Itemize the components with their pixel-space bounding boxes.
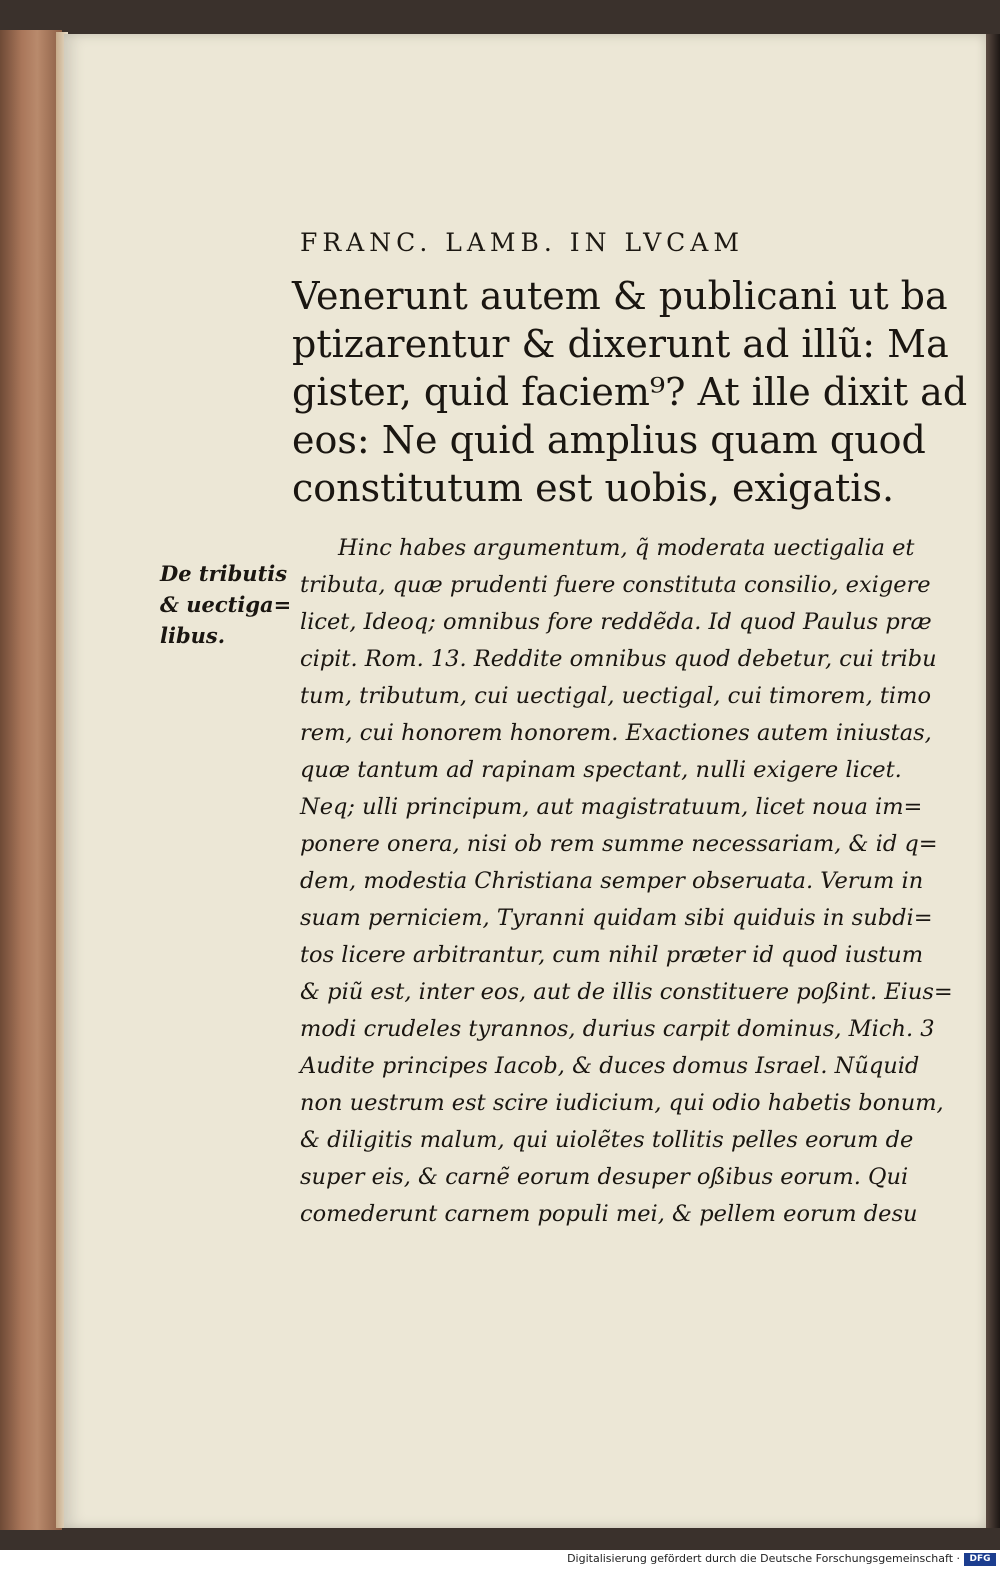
funding-credit: Digitalisierung gefördert durch die Deutsche Forschungsgemeinschaft · bbox=[567, 1552, 960, 1565]
verse-line: eos: Ne quid amplius quam quod bbox=[292, 418, 926, 462]
verse-line: constitutum est uobis, exigatis. bbox=[292, 466, 895, 510]
commentary-line: modi crudeles tyrannos, durius carpit dominus, Mich. 3 bbox=[300, 1016, 935, 1042]
commentary-line: dem, modestia Christiana semper obseruata. Verum in bbox=[300, 868, 924, 894]
verse-line: gister, quid faciem⁹? At ille dixit ad bbox=[292, 370, 968, 414]
commentary-line: suam perniciem, Tyranni quidam sibi quiduis in subdi= bbox=[300, 905, 933, 931]
commentary-line: comederunt carnem populi mei, & pellem eorum desu bbox=[300, 1201, 918, 1227]
commentary-line: licet, Ideoq; omnibus fore reddẽda. Id quod Paulus præ bbox=[300, 609, 932, 635]
running-head: FRANC. LAMB. IN LVCAM bbox=[300, 228, 744, 257]
commentary-line: tos licere arbitrantur, cum nihil præter id quod iustum bbox=[300, 942, 924, 968]
marginal-note-line: libus. bbox=[160, 623, 226, 648]
commentary-line: Neq; ulli principum, aut magistratuum, licet noua im= bbox=[300, 794, 923, 820]
commentary-line: tum, tributum, cui uectigal, uectigal, cui timorem, timo bbox=[300, 683, 931, 709]
verse-line: Venerunt autem & publicani ut ba bbox=[292, 274, 948, 318]
scripture-verse bbox=[292, 272, 968, 512]
commentary-line: Hinc habes argumentum, q̃ moderata uectigalia et bbox=[338, 535, 915, 561]
commentary-text bbox=[300, 530, 953, 1233]
commentary-line: & diligitis malum, qui uiolẽtes tollitis pelles eorum de bbox=[300, 1127, 914, 1153]
commentary-line: cipit. Rom. 13. Reddite omnibus quod debetur, cui tribu bbox=[300, 646, 937, 672]
commentary-line: rem, cui honorem honorem. Exactiones autem iniustas, bbox=[300, 720, 932, 746]
marginal-note-line: De tributis bbox=[160, 561, 288, 586]
book-cover-board bbox=[0, 30, 62, 1530]
digitization-footer bbox=[0, 1550, 1000, 1569]
commentary-line: super eis, & carnẽ eorum desuper oßibus eorum. Qui bbox=[300, 1164, 909, 1190]
marginal-note bbox=[160, 558, 292, 651]
page-edge-shadow bbox=[986, 34, 1000, 1528]
commentary-line: tributa, quæ prudenti fuere constituta consilio, exigere bbox=[300, 572, 931, 598]
commentary-line: & piũ est, inter eos, aut de illis constituere poßint. Eius= bbox=[300, 979, 953, 1005]
commentary-line: quæ tantum ad rapinam spectant, nulli exigere licet. bbox=[300, 757, 902, 783]
verse-line: ptizarentur & dixerunt ad illũ: Ma bbox=[292, 322, 949, 366]
marginal-note-line: & uectiga= bbox=[160, 592, 292, 617]
commentary-line: Audite principes Iacob, & duces domus Israel. Nũquid bbox=[300, 1053, 920, 1079]
dfg-logo-icon: DFG bbox=[964, 1553, 996, 1566]
commentary-line: non uestrum est scire iudicium, qui odio habetis bonum, bbox=[300, 1090, 944, 1116]
commentary-line: ponere onera, nisi ob rem summe necessariam, & id q= bbox=[300, 831, 938, 857]
